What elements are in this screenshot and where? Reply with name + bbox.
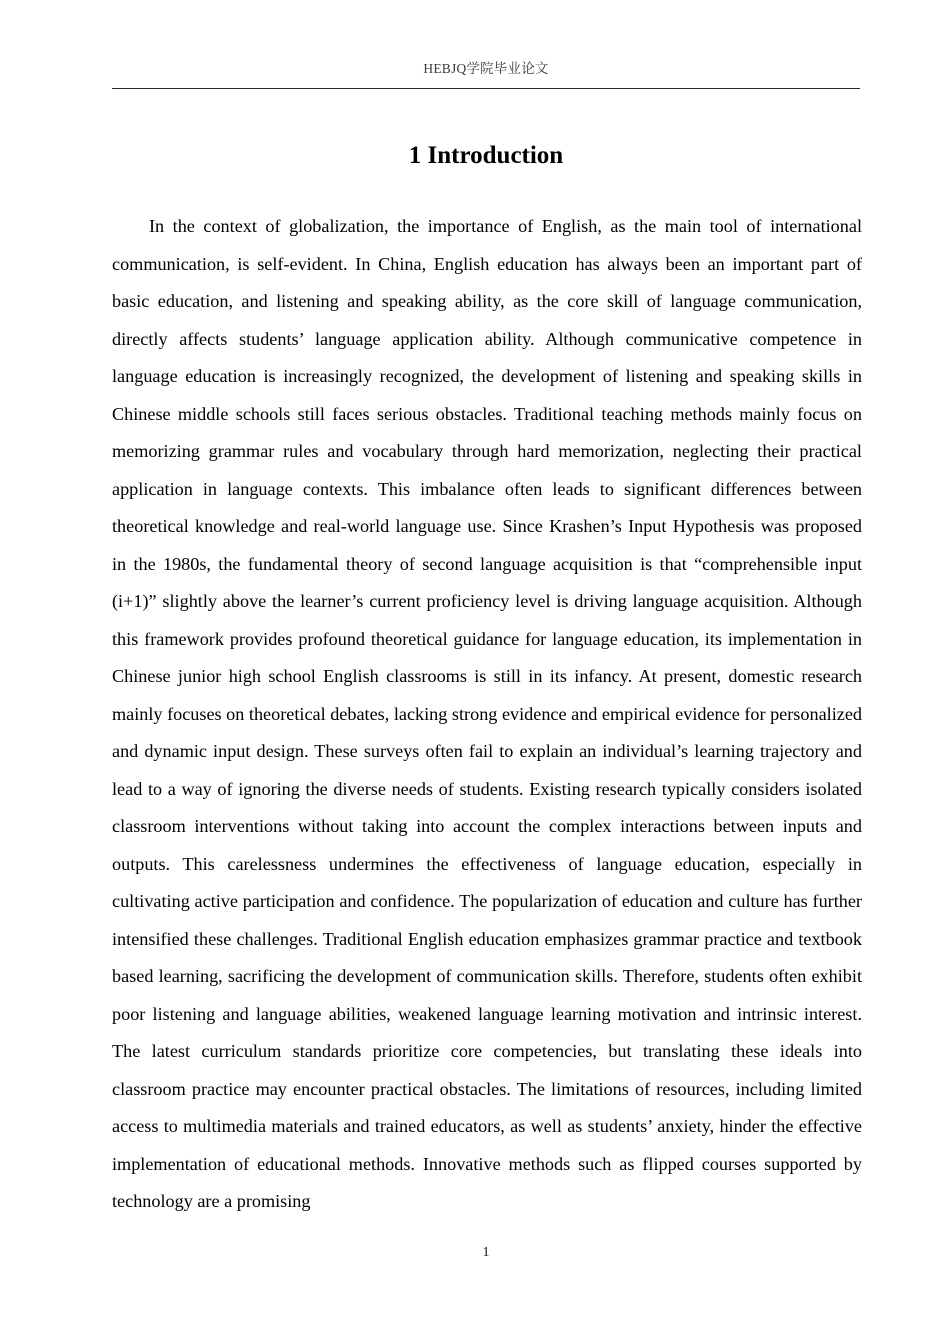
body-paragraph: In the context of globalization, the importance of English, as the main tool of international communication, is self-evident. In China, English education has always been an important part of basic education, and listening and speaking ability, as the core skill of language communication, directly affects students’ language application ability. Although communicative competence in language education is increasingly recognized, the development of listening and speaking skills in Chinese middle schools still faces serious obstacles. Traditional teaching methods mainly focus on memorizing grammar rules and vocabulary through hard memorization, neglecting their practical application in language contexts. This imbalance often leads to significant differences between theoretical knowledge and real-world language use. Since Krashen’s Input Hypothesis was proposed in the 1980s, the fundamental theory of second language acquisition is that “comprehensible input (i+1)” slightly above the learner’s current proficiency level is driving language acquisition. Although this framework provides profound theoretical guidance for language education, its implementation in Chinese junior high school English classrooms is still in its infancy. At present, domestic research mainly focuses on theoretical debates, lacking strong evidence and empirical evidence for personalized and dynamic input design. These surveys often fail to explain an individual’s learning trajectory and lead to a way of ignoring the diverse needs of students. Existing research typically considers isolated classroom interventions without taking into account the complex interactions between inputs and outputs. This carelessness undermines the effectiveness of language education, especially in cultivating active participation and confidence. The popularization of education and culture has further intensified these challenges. Traditional English education emphasizes grammar practice and textbook based learning, sacrificing the development of communication skills. Therefore, students often exhibit poor listening and language abilities, weakened language learning motivation and intrinsic interest. The latest curriculum standards prioritize core competencies, but translating these ideals into classroom practice may encounter practical obstacles. The limitations of resources, including limited access to multimedia materials and trained educators, as well as students’ anxiety, hinder the effective implementation of educational methods. Innovative methods such as flipped courses supported by technology are a promising (112, 216, 862, 1212)
footer-page-number: 1 (482, 1245, 490, 1260)
section-heading: 1 Introduction (408, 141, 564, 169)
header-divider-rule (112, 88, 860, 89)
running-header-title: HEBJQ学院毕业论文 (423, 61, 549, 76)
running-header (112, 60, 860, 78)
